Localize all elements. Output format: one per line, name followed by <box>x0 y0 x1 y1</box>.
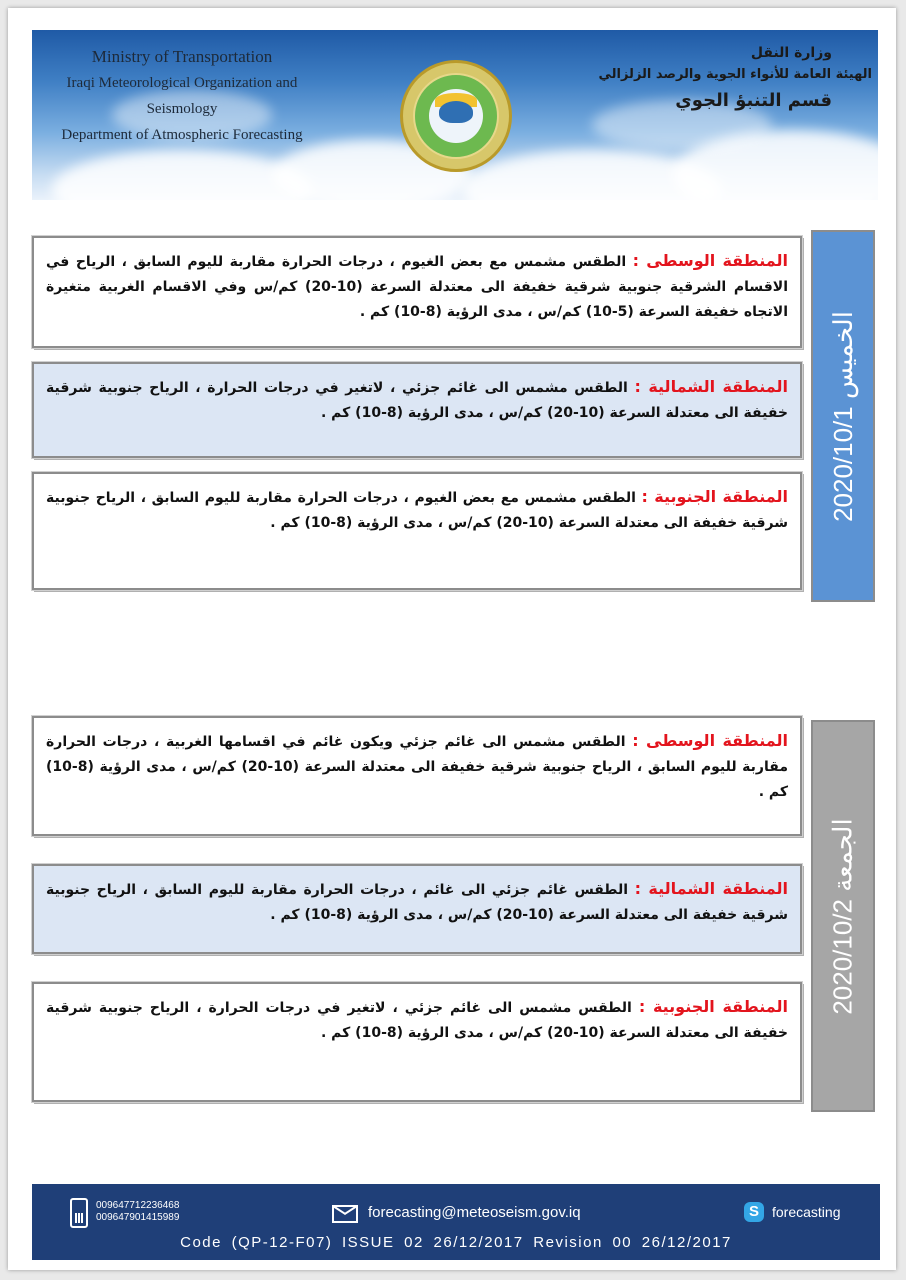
document-page <box>8 8 896 1270</box>
forecast-central-day1 <box>32 236 802 348</box>
header-banner <box>32 30 878 200</box>
forecast-text: الطقس مشمس مع بعض الغيوم ، درجات الحرارة مقاربة لليوم السابق ، الرياح في الاقسام الشرقية جنوبية شرقية خفيفة الى معتدلة السرعة (10-20) كم/س وفي الاقسام الغربية متغيرة الاتجاه خفيفة السرعة (5-10) كم/س ، مدى الرؤية (8-10) كم . <box>46 254 788 320</box>
mail-icon <box>332 1205 358 1223</box>
region-label: المنطقة الجنوبية : <box>641 487 789 506</box>
date-bar-day2 <box>811 720 875 1112</box>
date-label: الخميس 2020/10/1 <box>827 310 858 522</box>
english-header <box>32 44 332 148</box>
phone-number-2: 009647901415989 <box>96 1212 180 1223</box>
forecast-text: الطقس مشمس مع بعض الغيوم ، درجات الحرارة مقاربة لليوم السابق ، الرياح جنوبية شرقية خفيفة الى معتدلة السرعة (10-20) كم/س ، مدى الرؤية (8-10) كم . <box>46 490 788 531</box>
date-label: الجمعة 2020/10/2 <box>827 817 858 1015</box>
region-label: المنطقة الوسطى : <box>632 731 788 750</box>
forecast-north-day1 <box>32 362 802 458</box>
skype-icon: S <box>744 1202 764 1222</box>
organization-seal-logo <box>400 60 512 172</box>
skype-handle[interactable]: forecasting <box>772 1204 841 1220</box>
phone-numbers <box>96 1200 179 1224</box>
forecast-north-day2 <box>32 864 802 954</box>
forecast-text: الطقس مشمس الى غائم جزئي ويكون غائم في اقسامها الغربية ، درجات الحرارة مقاربة لليوم السابق ، الرياح جنوبية شرقية خفيفة الى معتدلة السرعة (10-20) كم/س ، مدى الرؤية (8-10) كم . <box>46 734 788 800</box>
department-name-en: Department of Atmospheric Forecasting <box>61 127 303 143</box>
phone-number-1: 009647712236468 <box>96 1200 180 1211</box>
forecast-text: الطقس مشمس الى غائم جزئي ، لاتغير في درجات الحرارة ، الرياح جنوبية شرقية خفيفة الى معتدلة السرعة (10-20) كم/س ، مدى الرؤية (8-10) كم . <box>46 1000 788 1041</box>
footer-bar <box>32 1184 880 1260</box>
phone-icon <box>70 1198 88 1228</box>
region-label: المنطقة الجنوبية : <box>638 997 789 1016</box>
document-code: Code (QP-12-F07) ISSUE 02 26/12/2017 Revision 00 26/12/2017 <box>180 1234 732 1251</box>
forecast-south-day2 <box>32 982 802 1102</box>
ministry-name-en: Ministry of Transportation <box>91 47 273 66</box>
email-link[interactable]: forecasting@meteoseism.gov.iq <box>368 1204 581 1221</box>
department-name-ar: قسم التنبؤ الجوي <box>675 90 832 111</box>
forecast-text: الطقس غائم جزئي الى غائم ، درجات الحرارة مقاربة لليوم السابق ، الرياح جنوبية شرقية خفيفة الى معتدلة السرعة (10-20) كم/س ، مدى الرؤية (8-10) كم . <box>46 882 788 923</box>
ministry-name-ar: وزارة النقل <box>750 45 832 61</box>
date-bar-day1 <box>811 230 875 602</box>
forecast-text: الطقس مشمس الى غائم جزئي ، لاتغير في درجات الحرارة ، الرياح جنوبية شرقية خفيفة الى معتدلة السرعة (10-20) كم/س ، مدى الرؤية (8-10) كم . <box>46 380 788 421</box>
forecast-central-day2 <box>32 716 802 836</box>
organization-name-en: Iraqi Meteorological Organization and Seismology <box>66 75 298 117</box>
forecast-south-day1 <box>32 472 802 590</box>
region-label: المنطقة الشمالية : <box>634 377 789 396</box>
region-label: المنطقة الوسطى : <box>632 251 789 270</box>
arabic-header <box>572 42 872 116</box>
region-label: المنطقة الشمالية : <box>634 879 789 898</box>
organization-name-ar: الهيئة العامة للأنواء الجوية والرصد الزلزالي <box>598 67 872 82</box>
